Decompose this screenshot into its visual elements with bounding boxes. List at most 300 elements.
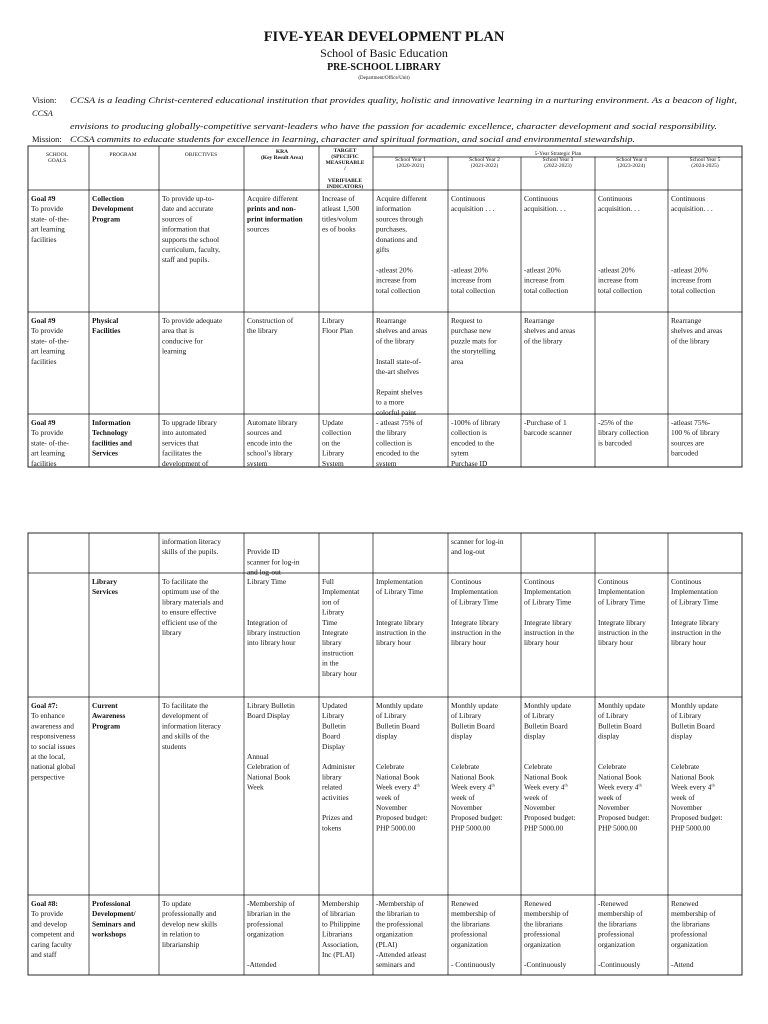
cell-year-4: library hour bbox=[598, 638, 634, 648]
cell-year-4: library collection bbox=[598, 428, 649, 438]
cell-year-1: PHP 5000.00 bbox=[376, 823, 416, 833]
cell-year-4: acquisition. . . bbox=[598, 204, 640, 214]
cell-year-1: of Library bbox=[376, 711, 407, 721]
cell-goal: national global bbox=[31, 762, 76, 772]
cell-goal: To provide bbox=[31, 909, 64, 919]
cell-goal: To enhance bbox=[31, 711, 65, 721]
header-kra-2: (Key Result Area) bbox=[260, 155, 304, 161]
cell-program: Information bbox=[92, 418, 131, 427]
cell-kra: organization bbox=[247, 929, 284, 939]
cell-target: in the bbox=[322, 658, 339, 668]
cell-kra: librarian in the bbox=[247, 909, 291, 919]
cell-year-1: Rearrange bbox=[376, 316, 407, 325]
cell-year-5: professional bbox=[671, 929, 708, 939]
cell-year-3: instruction in the bbox=[524, 628, 575, 637]
header-year-2-line-2: (2021-2022) bbox=[470, 163, 499, 169]
cell-goal: Goal #8: bbox=[31, 899, 58, 908]
cell-year-5: of Library Time bbox=[671, 597, 719, 607]
cell-goal: competent and bbox=[31, 929, 75, 939]
cell-target: on the bbox=[322, 438, 341, 448]
cell-target: Update bbox=[322, 418, 344, 427]
cell-year-2: Celebrate bbox=[451, 762, 480, 772]
cell-year-4: week of bbox=[598, 792, 622, 802]
cell-year-3: organization bbox=[524, 939, 561, 949]
cell-year-3: Proposed budget: bbox=[524, 813, 576, 823]
cell-kra: Week bbox=[247, 782, 264, 792]
cell-year-2: Continous bbox=[451, 577, 482, 586]
cell-year-5: Bulletin Board bbox=[671, 721, 715, 731]
cell-goal: perspective bbox=[31, 772, 65, 782]
cell-kra: Celebration of bbox=[247, 762, 290, 772]
cell-year-4: Week every 4th bbox=[598, 782, 642, 792]
cell-year-2: puzzle mats for bbox=[451, 336, 497, 346]
cell-year-3: week of bbox=[524, 792, 548, 802]
cell-year-4: PHP 5000.00 bbox=[598, 823, 638, 833]
vision-line-1: CCSA is a leading Christ-centered educational institution that provides quality, holistic and innovative learning in a nurturing environment. As a beacon of light, bbox=[70, 95, 737, 105]
cell-kra: scanner for log-in bbox=[247, 557, 300, 567]
cell-year-4: Proposed budget: bbox=[598, 813, 650, 823]
cell-year-1: Integrate library bbox=[376, 617, 424, 627]
cell-kra: school’s library bbox=[247, 448, 293, 458]
cell-kra: Library Bulletin bbox=[247, 701, 295, 710]
cell-year-1: of Library Time bbox=[376, 587, 424, 597]
cell-objectives: date and accurate bbox=[162, 204, 214, 214]
cell-target: System bbox=[322, 458, 344, 468]
cell-year-2: instruction in the bbox=[451, 628, 502, 637]
cell-objectives: To upgrade library bbox=[162, 418, 217, 427]
cell-target: to Philippine bbox=[322, 919, 360, 929]
cell-objectives: To provide adequate bbox=[162, 316, 223, 325]
cell-year-5: total collection bbox=[671, 285, 716, 295]
cell-objectives: professionally and bbox=[162, 909, 217, 919]
cell-target: Board bbox=[322, 731, 341, 741]
cell-target: tokens bbox=[322, 823, 342, 833]
cell-year-3: acquisition. . . bbox=[524, 204, 566, 214]
cell-year-1: shelves and areas bbox=[376, 326, 428, 336]
cell-year-1: display bbox=[376, 731, 398, 741]
cell-year-2: Bulletin Board bbox=[451, 721, 495, 731]
cell-goal: state- of-the- bbox=[31, 336, 69, 346]
cell-year-2: PHP 5000.00 bbox=[451, 823, 491, 833]
cell-kra: print information bbox=[247, 214, 303, 224]
cell-year-1: the professional bbox=[376, 919, 423, 929]
cell-target: titles/volum bbox=[322, 214, 358, 224]
cell-year-5: instruction in the bbox=[671, 628, 722, 637]
cell-program: Seminars and bbox=[92, 919, 136, 929]
cell-year-1: system bbox=[376, 458, 397, 468]
cell-target: Library bbox=[322, 711, 345, 721]
cell-year-5: barcoded bbox=[671, 448, 699, 458]
table-header bbox=[46, 148, 582, 190]
cell-objectives: curriculum, faculty, bbox=[162, 245, 221, 254]
table-body-page-2 bbox=[31, 537, 723, 969]
cell-program: Current bbox=[92, 701, 118, 710]
cell-year-3: membership of bbox=[524, 909, 569, 919]
cell-program: Professional bbox=[92, 899, 131, 908]
cell-goal: Goal #7: bbox=[31, 701, 58, 710]
cell-target: Association, bbox=[322, 939, 359, 949]
cell-year-3: library hour bbox=[524, 638, 560, 648]
cell-kra: library instruction bbox=[247, 628, 301, 637]
cell-goal: facilities bbox=[31, 356, 57, 366]
cell-year-2: of Library Time bbox=[451, 597, 499, 607]
cell-year-5: acquisition. . . bbox=[671, 204, 713, 214]
cell-year-4: Continous bbox=[598, 577, 629, 586]
cell-year-1: Celebrate bbox=[376, 762, 405, 772]
cell-year-2: week of bbox=[451, 792, 475, 802]
cell-year-3: Continous bbox=[524, 577, 555, 586]
cell-target: atleast 1,500 bbox=[322, 204, 360, 214]
cell-year-5: of the library bbox=[671, 336, 710, 346]
header-target-4: / bbox=[344, 166, 346, 172]
cell-objectives: librarianship bbox=[162, 939, 200, 949]
cell-year-2: - Continuously bbox=[451, 960, 496, 970]
cell-year-2: scanner for log-in bbox=[451, 537, 504, 546]
cell-target: Bulletin bbox=[322, 721, 346, 731]
cell-year-1: collection is bbox=[376, 438, 412, 448]
cell-year-2: library hour bbox=[451, 638, 487, 648]
cell-year-4: Bulletin Board bbox=[598, 721, 642, 731]
cell-year-1: information bbox=[376, 204, 411, 214]
cell-year-3: Rearrange bbox=[524, 316, 555, 325]
cell-year-5: Renewed bbox=[671, 899, 699, 908]
cell-year-1: encoded to the bbox=[376, 448, 420, 458]
cell-year-1: seminars and bbox=[376, 960, 415, 970]
cell-year-5: membership of bbox=[671, 909, 716, 919]
cell-program: Facilities bbox=[92, 326, 121, 336]
cell-year-3: Week every 4th bbox=[524, 782, 568, 792]
cell-year-3: National Book bbox=[524, 772, 568, 782]
cell-objectives: staff and pupils. bbox=[162, 255, 210, 265]
table-row bbox=[31, 701, 723, 832]
cell-year-1: purchases, bbox=[376, 224, 407, 234]
cell-objectives: optimum use of the bbox=[162, 587, 220, 597]
cell-program: Physical bbox=[92, 316, 119, 325]
cell-year-5: sources are bbox=[671, 438, 705, 448]
cell-objectives: in relation to bbox=[162, 929, 200, 939]
cell-goal: To provide bbox=[31, 204, 64, 214]
cell-year-3: of Library bbox=[524, 711, 555, 721]
cell-year-4: of Library bbox=[598, 711, 629, 721]
cell-target: collection bbox=[322, 428, 352, 438]
cell-year-1: the-art shelves bbox=[376, 367, 419, 376]
cell-year-1: Monthly update bbox=[376, 701, 424, 710]
cell-goal: caring faculty bbox=[31, 939, 72, 949]
cell-kra: prints and non- bbox=[247, 204, 296, 214]
cell-year-2: Monthly update bbox=[451, 701, 499, 710]
cell-year-1: donations and bbox=[376, 234, 418, 244]
superscript: th bbox=[491, 782, 495, 788]
cell-kra: sources and bbox=[247, 428, 282, 438]
cell-year-4: increase from bbox=[598, 275, 639, 285]
cell-year-3: total collection bbox=[524, 285, 569, 295]
cell-year-1: sources through bbox=[376, 214, 424, 224]
cell-kra: -Membership of bbox=[247, 899, 295, 908]
cell-year-4: -Renewed bbox=[598, 899, 628, 908]
cell-objectives: and skills of the bbox=[162, 731, 210, 741]
cell-goal: to social issues bbox=[31, 741, 76, 751]
cell-year-1: to a more bbox=[376, 397, 404, 407]
cell-year-2: collection is bbox=[451, 428, 487, 438]
cell-target: library bbox=[322, 638, 342, 648]
header-target-5: VERIFIABLE bbox=[327, 178, 363, 184]
cell-year-1: gifts bbox=[376, 245, 390, 254]
cell-program: Services bbox=[92, 448, 118, 458]
vision-line-2: CCSA bbox=[32, 108, 53, 118]
cell-year-2: and log-out bbox=[451, 547, 485, 557]
cell-kra: Construction of bbox=[247, 316, 294, 325]
cell-objectives: area that is bbox=[162, 326, 195, 336]
cell-objectives: conducive for bbox=[162, 336, 203, 346]
cell-year-1: week of bbox=[376, 792, 400, 802]
cell-year-5: library hour bbox=[671, 638, 707, 648]
header-objectives: OBJECTIVES bbox=[184, 152, 218, 158]
cell-year-4: Integrate library bbox=[598, 617, 646, 627]
cell-year-1: -atleast 20% bbox=[376, 265, 413, 275]
cell-year-3: Continuous bbox=[524, 194, 559, 203]
cell-year-3: display bbox=[524, 731, 546, 741]
cell-year-5: -atleast 20% bbox=[671, 265, 708, 275]
cell-year-2: of Library bbox=[451, 711, 482, 721]
cell-program: facilities and bbox=[92, 438, 133, 448]
cell-objectives: services that bbox=[162, 438, 199, 448]
cell-kra: encode into the bbox=[247, 438, 293, 448]
cell-kra: National Book bbox=[247, 772, 291, 782]
cell-year-2: November bbox=[451, 803, 483, 812]
mission-line-1: CCSA commits to educate students for excellence in learning, character and spiritual formation, and social and environmental stewardship. bbox=[70, 134, 635, 144]
cell-year-3: of the library bbox=[524, 336, 563, 346]
cell-year-2: encoded to the bbox=[451, 438, 495, 448]
cell-target: ion of bbox=[322, 597, 340, 607]
cell-program: Technology bbox=[92, 428, 128, 438]
vision-label: Vision: bbox=[32, 95, 57, 105]
table-row bbox=[31, 899, 716, 969]
cell-program: Program bbox=[92, 721, 121, 731]
cell-objectives: efficient use of the bbox=[162, 617, 218, 627]
cell-year-3: Integrate library bbox=[524, 617, 572, 627]
cell-year-2: the storytelling bbox=[451, 346, 496, 356]
cell-year-3: -Purchase of 1 bbox=[524, 418, 567, 427]
cell-program: Library bbox=[92, 577, 118, 586]
table-row bbox=[162, 537, 504, 577]
cell-goal: and develop bbox=[31, 919, 67, 929]
cell-year-4: Implementation bbox=[598, 587, 645, 597]
cell-year-1: of the library bbox=[376, 336, 415, 346]
cell-year-2: membership of bbox=[451, 909, 496, 919]
cell-year-1: total collection bbox=[376, 285, 421, 295]
cell-year-3: Bulletin Board bbox=[524, 721, 568, 731]
cell-objectives: library bbox=[162, 628, 182, 637]
cell-year-1: organization bbox=[376, 929, 413, 939]
cell-goal: art learning bbox=[31, 448, 65, 458]
cell-year-4: Celebrate bbox=[598, 762, 627, 772]
cell-year-5: November bbox=[671, 803, 703, 812]
cell-objectives: learning bbox=[162, 346, 187, 356]
cell-year-4: display bbox=[598, 731, 620, 741]
cell-year-1: library hour bbox=[376, 638, 412, 648]
cell-year-1: -Membership of bbox=[376, 899, 424, 908]
cell-year-5: shelves and areas bbox=[671, 326, 723, 336]
cell-year-5: week of bbox=[671, 792, 695, 802]
cell-kra: Library Time bbox=[247, 577, 287, 586]
cell-kra: Board Display bbox=[247, 711, 290, 721]
cell-year-2: Continuous bbox=[451, 194, 486, 203]
cell-year-4: Monthly update bbox=[598, 701, 646, 710]
cell-goal: art learning bbox=[31, 224, 65, 234]
cell-kra: Provide ID bbox=[247, 547, 280, 557]
header-year-3-line-2: (2022-2023) bbox=[544, 163, 572, 169]
cell-year-5: of Library bbox=[671, 711, 702, 721]
cell-year-1: Bulletin Board bbox=[376, 721, 420, 731]
cell-year-2: National Book bbox=[451, 772, 495, 782]
table-row bbox=[31, 418, 720, 468]
cell-objectives: information that bbox=[162, 224, 210, 234]
cell-goal: Goal #9 bbox=[31, 418, 56, 427]
cell-year-5: PHP 5000.00 bbox=[671, 823, 711, 833]
library-name: PRE-SCHOOL LIBRARY bbox=[327, 62, 441, 73]
header-target-3: MEASURABLE bbox=[325, 160, 365, 166]
cell-year-5: Rearrange bbox=[671, 316, 702, 325]
cell-program: Program bbox=[92, 214, 121, 224]
cell-goal: Goal #9 bbox=[31, 316, 56, 325]
cell-target: library bbox=[322, 772, 342, 782]
cell-goal: responsiveness bbox=[31, 731, 76, 741]
cell-kra: -Attended bbox=[247, 960, 277, 970]
cell-objectives: to ensure effective bbox=[162, 607, 217, 617]
cell-year-2: the librarians bbox=[451, 919, 490, 929]
cell-objectives: To facilitate the bbox=[162, 577, 209, 586]
cell-year-2: Proposed budget: bbox=[451, 813, 503, 823]
header-year-1-line-2: (2020-2021) bbox=[396, 163, 425, 169]
cell-year-1: Implementation bbox=[376, 577, 423, 586]
cell-year-5: Continuous bbox=[671, 194, 706, 203]
cell-target: of librarian bbox=[322, 909, 356, 919]
vision-line-3: envisions to producing globally-competitive servant-leaders who have the passion for academic excellence, character development and social responsibility. bbox=[70, 121, 717, 131]
cell-target: es of books bbox=[322, 224, 356, 234]
cell-year-3: Monthly update bbox=[524, 701, 572, 710]
cell-target: library hour bbox=[322, 668, 358, 678]
cell-year-3: professional bbox=[524, 929, 561, 939]
cell-objectives: supports the school bbox=[162, 234, 220, 244]
cell-year-1: Acquire different bbox=[376, 194, 427, 203]
header-year-5-line-2: (2024-2025) bbox=[691, 163, 719, 169]
cell-year-5: Week every 4th bbox=[671, 782, 715, 792]
cell-year-4: November bbox=[598, 803, 630, 812]
cell-year-4: Continuous bbox=[598, 194, 633, 203]
cell-year-1: colorful paint bbox=[376, 407, 417, 417]
cell-year-2: sytem bbox=[451, 448, 469, 458]
cell-target: Administer bbox=[322, 762, 356, 772]
cell-year-3: shelves and areas bbox=[524, 326, 576, 336]
cell-kra: the library bbox=[247, 326, 278, 336]
cell-objectives: library materials and bbox=[162, 597, 224, 607]
cell-objectives: facilitates the bbox=[162, 448, 202, 458]
cell-goal: Goal #9 bbox=[31, 194, 56, 203]
cell-year-2: area bbox=[451, 356, 464, 366]
cell-kra: Automate library bbox=[247, 418, 298, 427]
cell-year-2: Week every 4th bbox=[451, 782, 495, 792]
cell-year-5: Continous bbox=[671, 577, 702, 586]
header-target-2: (SPECIFIC bbox=[331, 154, 359, 160]
cell-year-4: National Book bbox=[598, 772, 642, 782]
cell-year-3: barcode scanner bbox=[524, 428, 572, 438]
cell-year-2: display bbox=[451, 731, 473, 741]
cell-year-5: the librarians bbox=[671, 919, 710, 929]
department-caption: (Department/Office/Unit) bbox=[358, 76, 410, 81]
header-strategic-plan: 5-Year Strategic Plan bbox=[534, 151, 582, 157]
cell-objectives: skills of the pupils. bbox=[162, 547, 219, 557]
cell-target: Inc (PLAI) bbox=[322, 950, 355, 959]
cell-goal: and staff bbox=[31, 950, 57, 959]
cell-year-2: Renewed bbox=[451, 899, 479, 908]
cell-program: Development/ bbox=[92, 909, 136, 919]
cell-year-2: increase from bbox=[451, 275, 492, 285]
cell-year-4: -atleast 20% bbox=[598, 265, 635, 275]
cell-program: Development bbox=[92, 204, 134, 214]
cell-target: Time bbox=[322, 617, 338, 627]
cell-year-3: Celebrate bbox=[524, 762, 553, 772]
header-year-5-line-1: School Year 5 bbox=[689, 157, 721, 163]
cell-objectives: information literacy bbox=[162, 721, 221, 731]
cell-year-4: professional bbox=[598, 929, 635, 939]
header-program: PROGRAM bbox=[109, 152, 137, 158]
cell-kra: Annual bbox=[247, 752, 269, 761]
cell-program: Services bbox=[92, 587, 118, 597]
cell-goal: awareness and bbox=[31, 721, 74, 731]
cell-year-3: Renewed bbox=[524, 899, 552, 908]
cell-year-1: Week every 4th bbox=[376, 782, 420, 792]
cell-program: Collection bbox=[92, 194, 125, 203]
cell-target: Prizes and bbox=[322, 813, 353, 823]
cell-objectives: To provide up-to- bbox=[162, 194, 215, 203]
cell-year-2: organization bbox=[451, 939, 488, 949]
cell-year-2: purchase new bbox=[451, 326, 492, 336]
cell-objectives: To facilitate the bbox=[162, 701, 209, 710]
cell-target: Full bbox=[322, 577, 334, 586]
cell-year-4: organization bbox=[598, 939, 635, 949]
cell-year-5: increase from bbox=[671, 275, 712, 285]
cell-year-3: the librarians bbox=[524, 919, 563, 929]
superscript: th bbox=[564, 782, 568, 788]
cell-objectives: students bbox=[162, 741, 187, 751]
cell-year-2: Integrate library bbox=[451, 617, 499, 627]
cell-year-5: 100 % of library bbox=[671, 428, 720, 438]
cell-program: workshops bbox=[92, 929, 127, 939]
cell-year-4: is barcoded bbox=[598, 438, 632, 448]
cell-year-3: November bbox=[524, 803, 556, 812]
cell-year-5: Implementation bbox=[671, 587, 718, 597]
cell-goal: facilities bbox=[31, 458, 57, 468]
cell-target: activities bbox=[322, 792, 349, 802]
cell-target: Library bbox=[322, 607, 345, 617]
cell-year-2: -atleast 20% bbox=[451, 265, 488, 275]
cell-target: Display bbox=[322, 741, 345, 751]
header-kra-1: KRA bbox=[275, 149, 289, 155]
cell-year-1: the librarian to bbox=[376, 909, 420, 919]
cell-year-4: total collection bbox=[598, 285, 643, 295]
cell-target: Updated bbox=[322, 701, 348, 710]
cell-year-1: instruction in the bbox=[376, 628, 427, 637]
document-title: FIVE-YEAR DEVELOPMENT PLAN bbox=[263, 29, 505, 45]
cell-year-5: display bbox=[671, 731, 693, 741]
cell-year-5: -Attend bbox=[671, 960, 694, 970]
table-row bbox=[31, 316, 722, 417]
cell-year-4: the librarians bbox=[598, 919, 637, 929]
cell-kra: Integration of bbox=[247, 617, 288, 627]
cell-target: instruction bbox=[322, 648, 354, 658]
cell-year-4: instruction in the bbox=[598, 628, 649, 637]
header-goals-2: GOALS bbox=[47, 158, 67, 164]
